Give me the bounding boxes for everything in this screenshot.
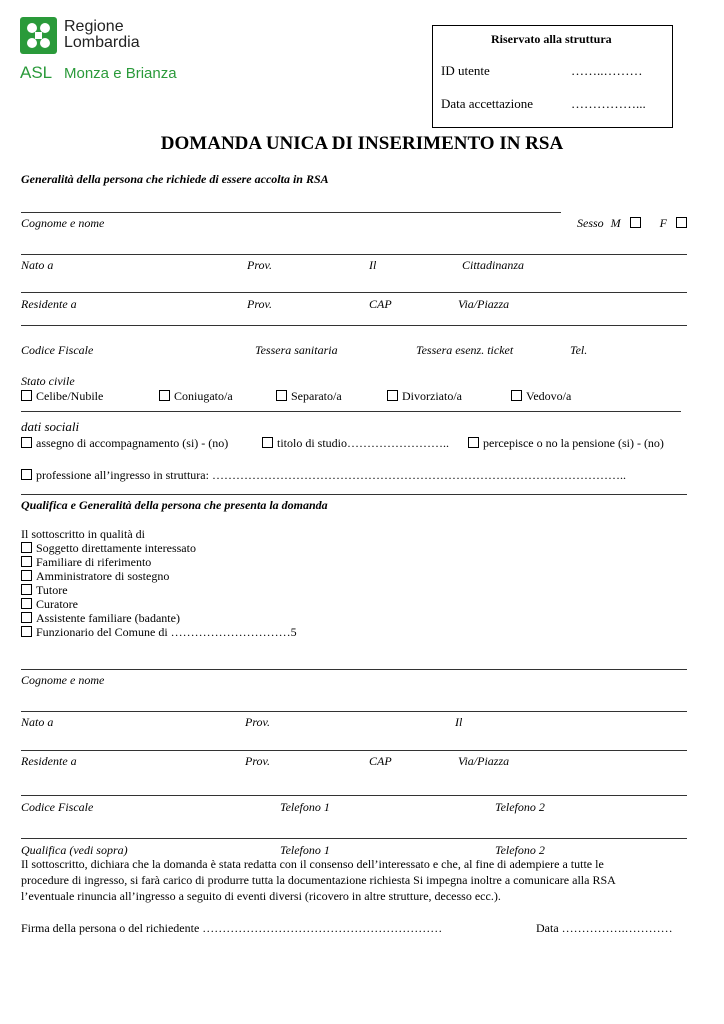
cognome-nome-label: Cognome e nome — [21, 673, 105, 687]
option-label: Divorziato/a — [402, 389, 462, 403]
sesso-group — [577, 216, 691, 231]
option-label: Coniugato/a — [174, 389, 233, 403]
section1-heading: Generalità della persona che richiede di essere accolta in RSA — [21, 172, 329, 186]
prov-label: Prov. — [247, 258, 272, 272]
sottoscritto-intro: Il sottoscritto in qualità di — [21, 527, 145, 541]
data-accettazione-field[interactable]: ……………... — [571, 96, 646, 111]
professione-option[interactable] — [21, 468, 626, 483]
divider — [21, 254, 687, 255]
telefono-2-label: Telefono 2 — [495, 843, 545, 857]
option-label: Curatore — [36, 597, 78, 611]
asl-name: Monza e Brianza — [64, 65, 177, 82]
sesso-m-checkbox[interactable] — [630, 217, 641, 228]
divider — [21, 795, 687, 796]
via-piazza-label: Via/Piazza — [458, 754, 510, 768]
reserved-box — [432, 25, 673, 128]
checkbox-icon[interactable] — [21, 469, 32, 480]
signature-field[interactable]: Firma della persona o del richiedente …………………………………………………… — [21, 921, 443, 935]
titolo-studio-option[interactable] — [262, 436, 449, 451]
civil-status-option[interactable] — [21, 389, 103, 404]
checkbox-icon[interactable] — [468, 437, 479, 448]
checkbox-icon[interactable] — [21, 626, 32, 637]
via-piazza-label: Via/Piazza — [458, 297, 510, 311]
divider — [21, 292, 687, 293]
option-label: titolo di studio…………………….. — [277, 436, 450, 450]
divider — [21, 494, 687, 495]
il-label: Il — [369, 258, 377, 272]
role-option[interactable] — [21, 555, 151, 570]
checkbox-icon[interactable] — [276, 390, 287, 401]
checkbox-icon[interactable] — [511, 390, 522, 401]
nato-a-label: Nato a — [21, 715, 54, 729]
civil-status-option[interactable] — [387, 389, 462, 404]
civil-status-option[interactable] — [276, 389, 342, 404]
option-label: Soggetto direttamente interessato — [36, 541, 196, 555]
civil-status-option[interactable] — [511, 389, 571, 404]
checkbox-icon[interactable] — [21, 437, 32, 448]
divider — [21, 669, 687, 670]
divider — [21, 750, 687, 751]
codice-fiscale-label: Codice Fiscale — [21, 800, 94, 814]
sesso-f-checkbox[interactable] — [676, 217, 687, 228]
residente-a-label: Residente a — [21, 297, 77, 311]
telefono-1-label: Telefono 1 — [280, 800, 330, 814]
il-label: Il — [455, 715, 463, 729]
asl-label: ASL — [20, 63, 53, 82]
divider — [21, 212, 561, 213]
option-label: percepisce o no la pensione (si) - (no) — [483, 436, 664, 450]
declaration-line-3: l’eventuale rinuncia all’ingresso a seguito di eventi diversi (ricovero in altre strutture, decesso ecc.). — [21, 889, 501, 903]
checkbox-icon[interactable] — [21, 598, 32, 609]
role-option[interactable] — [21, 597, 78, 612]
data-accettazione-label: Data accettazione — [441, 96, 534, 111]
option-label: Separato/a — [291, 389, 342, 403]
assegno-option[interactable] — [21, 436, 228, 451]
option-label: Funzionario del Comune di …………………………5 — [36, 625, 297, 639]
sesso-label: Sesso — [577, 216, 604, 230]
residente-a-label: Residente a — [21, 754, 77, 768]
pensione-option[interactable] — [468, 436, 664, 451]
cap-label: CAP — [369, 754, 392, 768]
telefono-2-label: Telefono 2 — [495, 800, 545, 814]
codice-fiscale-label: Codice Fiscale — [21, 343, 94, 357]
option-label: Celibe/Nubile — [36, 389, 104, 403]
role-option[interactable] — [21, 541, 196, 556]
tessera-esenzione-label: Tessera esenz. ticket — [416, 343, 514, 357]
option-label: Assistente familiare (badante) — [36, 611, 180, 625]
telefono-1-label: Telefono 1 — [280, 843, 330, 857]
option-label: Familiare di riferimento — [36, 555, 152, 569]
regione-lombardia-logo-icon — [20, 17, 57, 54]
logo-line-2: Lombardia — [64, 34, 140, 51]
reserved-title: Riservato alla struttura — [491, 32, 612, 46]
checkbox-icon[interactable] — [262, 437, 273, 448]
divider — [21, 711, 687, 712]
id-utente-label: ID utente — [441, 63, 490, 78]
nato-a-label: Nato a — [21, 258, 54, 272]
cittadinanza-label: Cittadinanza — [462, 258, 525, 272]
checkbox-icon[interactable] — [21, 390, 32, 401]
section2-heading: Qualifica e Generalità della persona che presenta la domanda — [21, 498, 328, 512]
checkbox-icon[interactable] — [21, 556, 32, 567]
divider — [21, 838, 687, 839]
qualifica-label: Qualifica (vedi sopra) — [21, 843, 128, 857]
option-label: Vedovo/a — [526, 389, 572, 403]
sesso-f-label: F — [659, 216, 668, 230]
cognome-nome-label: Cognome e nome — [21, 216, 105, 230]
prov-label: Prov. — [245, 754, 270, 768]
dati-sociali-label: dati sociali — [21, 419, 80, 434]
role-option[interactable] — [21, 569, 169, 584]
divider — [21, 411, 681, 412]
checkbox-icon[interactable] — [21, 584, 32, 595]
date-field[interactable]: Data …………….………… — [536, 921, 673, 935]
role-option[interactable] — [21, 583, 68, 598]
checkbox-icon[interactable] — [21, 542, 32, 553]
option-label: assegno di accompagnamento (si) - (no) — [36, 436, 229, 450]
role-option[interactable] — [21, 611, 180, 626]
prov-label: Prov. — [245, 715, 270, 729]
checkbox-icon[interactable] — [387, 390, 398, 401]
sesso-m-label: M — [610, 216, 621, 230]
tessera-sanitaria-label: Tessera sanitaria — [255, 343, 338, 357]
page-title: DOMANDA UNICA DI INSERIMENTO IN RSA — [160, 133, 564, 154]
checkbox-icon[interactable] — [159, 390, 170, 401]
role-option[interactable] — [21, 625, 297, 640]
cap-label: CAP — [369, 297, 392, 311]
option-label: Amministratore di sostegno — [36, 569, 170, 583]
checkbox-icon[interactable] — [21, 612, 32, 623]
declaration-line-1: Il sottoscritto, dichiara che la domanda è stata redatta con il consenso dell’interessato e che, al fine di adempiere a tutte le — [21, 857, 604, 871]
prov-label: Prov. — [247, 297, 272, 311]
tel-label: Tel. — [570, 343, 588, 357]
logo-line-1: Regione — [64, 18, 124, 35]
divider — [21, 325, 687, 326]
id-utente-field[interactable]: ……..……… — [571, 63, 643, 78]
stato-civile-label: Stato civile — [21, 374, 75, 388]
checkbox-icon[interactable] — [21, 570, 32, 581]
option-label: professione all’ingresso in struttura: ………………………………………………………………………………………….. — [36, 468, 626, 482]
civil-status-option[interactable] — [159, 389, 233, 404]
declaration-line-2: procedure di ingresso, si farà carico di produrre tutta la documentazione richiesta Si impegna inoltre a comunicare alla RSA — [21, 873, 616, 887]
option-label: Tutore — [36, 583, 68, 597]
